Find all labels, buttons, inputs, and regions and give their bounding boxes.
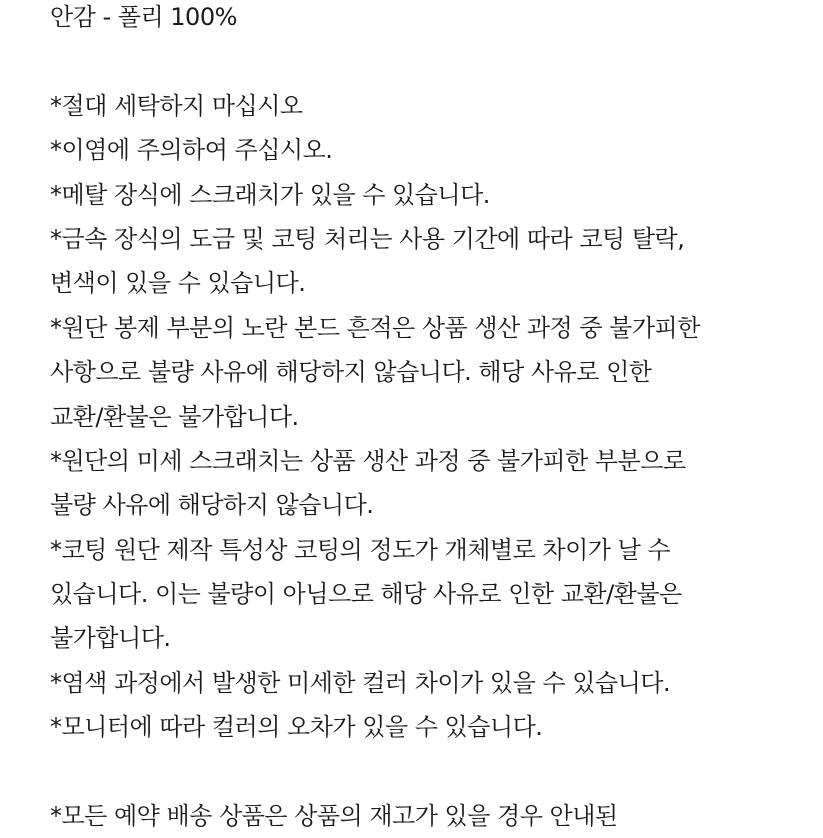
care-line: *원단의 미세 스크래치는 상품 생산 과정 중 불가피한 부분으로 — [50, 446, 686, 475]
care-line: *메탈 장식에 스크래치가 있을 수 있습니다. — [50, 180, 490, 209]
care-line: 있습니다. 이는 불량이 아님으로 해당 사유로 인한 교환/환불은 — [50, 580, 682, 609]
care-line: *염색 과정에서 발생한 미세한 컬러 차이가 있을 수 있습니다. — [50, 668, 671, 697]
preorder-notice-line: *모든 예약 배송 상품은 상품의 재고가 있을 경우 안내된 — [50, 802, 618, 831]
care-line: 불가합니다. — [50, 624, 171, 653]
care-line: *모니터에 따라 컬러의 오차가 있을 수 있습니다. — [50, 713, 543, 742]
care-line: 교환/환불은 불가합니다. — [50, 402, 299, 431]
lining-material-text: 안감 - 폴리 100% — [50, 3, 237, 31]
paragraph-gap — [50, 750, 810, 794]
care-line: 변색이 있을 수 있습니다. — [50, 269, 306, 298]
care-line: 사항으로 불량 사유에 해당하지 않습니다. 해당 사유로 인한 — [50, 358, 652, 387]
paragraph-gap — [50, 39, 810, 83]
product-notice-document — [50, 0, 810, 838]
care-line: 불량 사유에 해당하지 않습니다. — [50, 491, 374, 520]
care-line: *이염에 주의하여 주십시오. — [50, 136, 333, 165]
care-line: *원단 봉제 부분의 노란 본드 흔적은 상품 생산 과정 중 불가피한 — [50, 313, 700, 342]
care-line: *절대 세탁하지 마십시오 — [50, 91, 303, 120]
care-line: *코팅 원단 제작 특성상 코팅의 정도가 개체별로 차이가 날 수 — [50, 535, 671, 564]
care-line: *금속 장식의 도금 및 코팅 처리는 사용 기간에 따라 코팅 탈락, — [50, 224, 685, 253]
